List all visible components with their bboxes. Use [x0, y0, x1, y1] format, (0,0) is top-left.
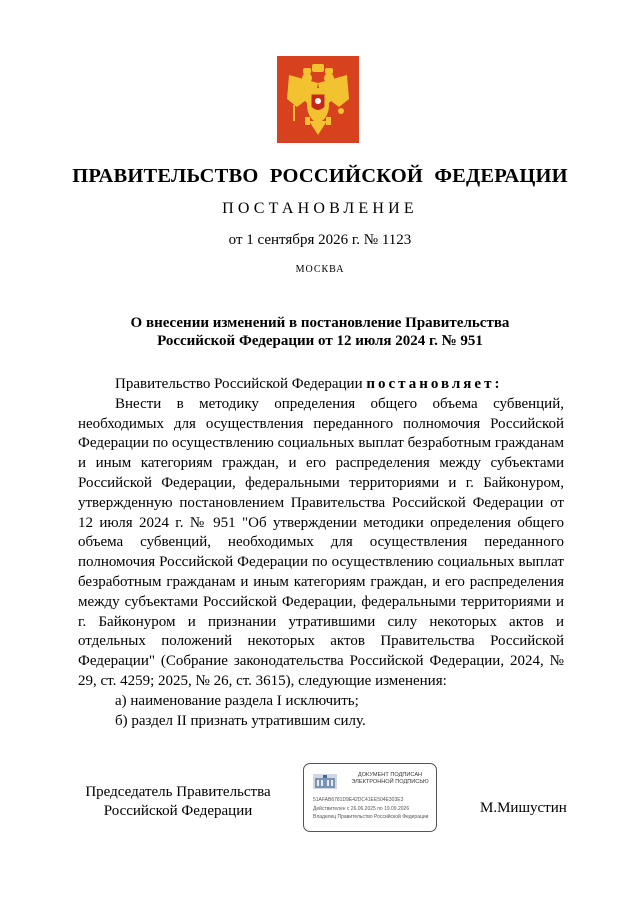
intro-paragraph — [78, 375, 564, 395]
heading-line-2: Российской Федерации от 12 июля 2024 г. № 951 — [157, 333, 483, 349]
state-emblem — [277, 56, 359, 143]
signatory-name: М.Мишустин — [480, 800, 567, 816]
decree-word: постановляет: — [366, 376, 503, 392]
electronic-signature-stamp — [303, 763, 437, 832]
list-item-b: б) раздел II признать утратившим силу. — [115, 712, 366, 729]
heading-line-1: О внесении изменений в постановление Правительства — [130, 315, 510, 331]
issue-city: МОСКВА — [295, 264, 345, 275]
intro-text: Правительство Российской Федерации — [115, 376, 367, 392]
government-building-icon — [312, 772, 338, 790]
document-type: ПОСТАНОВЛЕНИЕ — [222, 200, 418, 217]
document-body — [78, 375, 564, 731]
government-title: ПРАВИТЕЛЬСТВО РОССИЙСКОЙ ФЕДЕРАЦИИ — [72, 165, 568, 187]
stamp-validity: Действителен с 26.06.2025 по 19.09.2026 — [313, 806, 410, 812]
list-item-a: а) наименование раздела I исключить; — [115, 692, 359, 709]
document-heading — [80, 314, 560, 350]
coat-of-arms-icon — [283, 61, 353, 139]
stamp-certificate: 51AFAB6781D9E42DC41EE504E303E3 — [313, 797, 404, 803]
signatory-position-line-2: Российской Федерации — [103, 803, 253, 819]
signatory-position — [78, 783, 278, 821]
signatory-position-line-1: Председатель Правительства — [85, 784, 271, 800]
stamp-header-line-1: ДОКУМЕНТ ПОДПИСАН — [357, 772, 423, 778]
main-paragraph: Внести в методику определения общего объема субвенций, необходимых для осуществления переданного полномочия Российской Федерации по осуществлению социальных выплат безработным гражданам и иным категориям граждан, и его распределения между субъектами Российской Федерации, федеральными территориями и г. Байконуром, утвержденную постановлением Правительства Российской Федерации от 12 июля 2024 г. № 951 "Об утверждении методики определения общего объема субвенций, необходимых для осуществления переданного полномочия Российской Федерации по осуществлению социальных выплат безработным гражданам и иным категориям граждан, и его распределения между субъектами Российской Федерации, федеральными территориями и г. Байконуром и признании утратившими силу некоторых актов и отдельных положений некоторых актов Правительства Российской Федерации" (Собрание законодательства Российской Федерации, 2024, № 29, ст. 4259; 2025, № 26, ст. 3615), следующие изменения: — [78, 395, 564, 689]
stamp-header-line-2: ЭЛЕКТРОННОЙ ПОДПИСЬЮ — [351, 779, 429, 785]
stamp-owner: Владелец Правительство Российской Федерации — [313, 814, 429, 820]
stamp-header — [344, 772, 436, 786]
document-date-number: от 1 сентября 2026 г. № 1123 — [228, 232, 412, 248]
